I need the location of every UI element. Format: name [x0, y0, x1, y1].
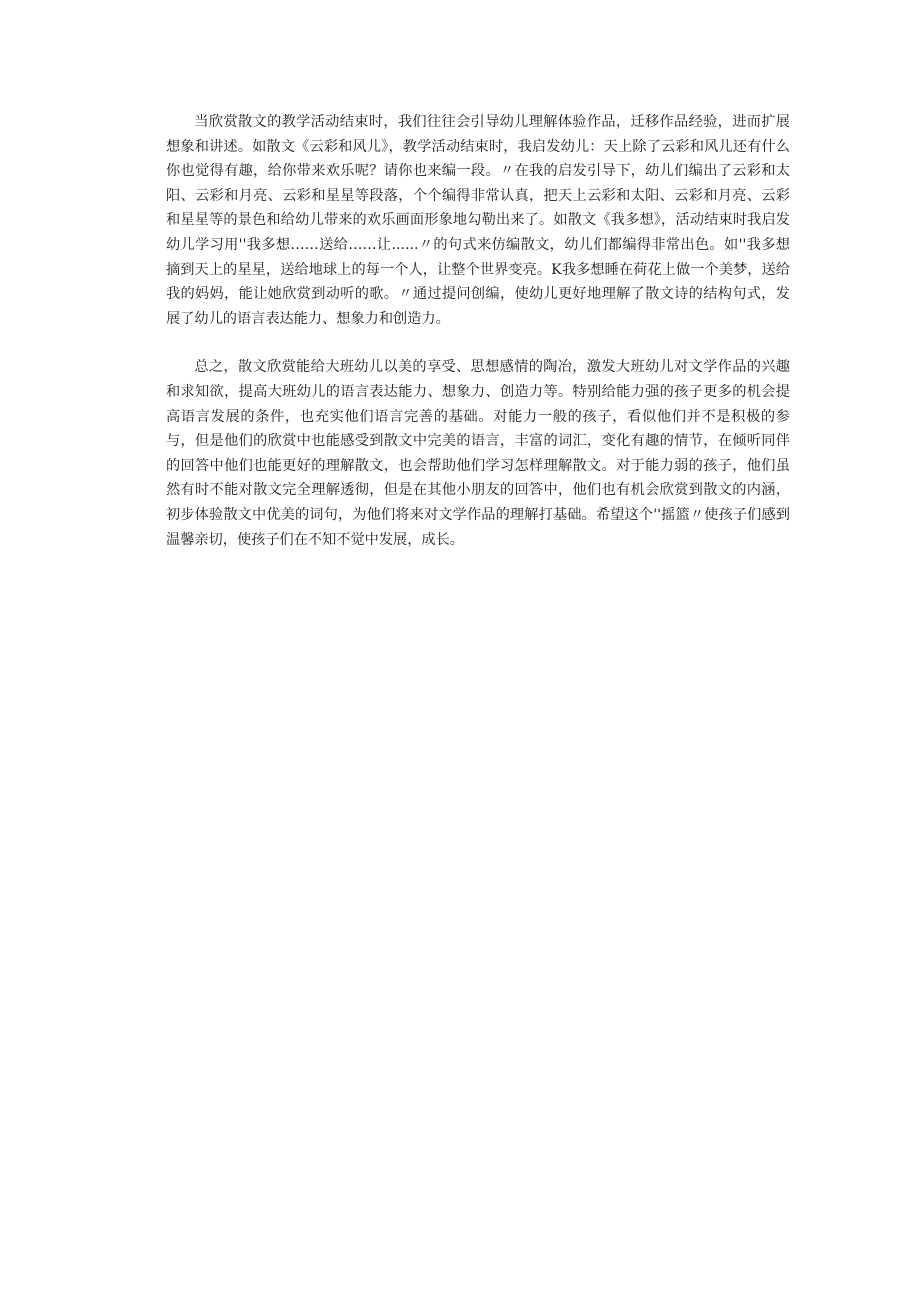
- paragraph-prose-retelling: 当欣赏散文的教学活动结束时，我们往往会引导幼儿理解体验作品，迁移作品经验，进而扩展想象和讲述。如散文《云彩和风儿》，教学活动结束时，我启发幼儿：天上除了云彩和风儿还有什么你也觉得有趣，给你带来欢乐呢？请你也来编一段。〃在我的启发引导下，幼儿们编出了云彩和太阳、云彩和月亮、云彩和星星等段落，个个编得非常认真，把天上云彩和太阳、云彩和月亮、云彩和星星等的景色和给幼儿带来的欢乐画面形象地勾勒出来了。如散文《我多想》，活动结束时我启发幼儿学习用''我多想……送给……让......〃的句式来仿编散文，幼儿们都编得非常出色。如''我多想摘到天上的星星，送给地球上的每一个人，让整个世界变亮。K我多想睡在荷花上做一个美梦，送给我的妈妈，能让她欣赏到动听的歌。〃通过提问创编，使幼儿更好地理解了散文诗的结构句式，发展了幼儿的语言表达能力、想象力和创造力。: [166, 114, 790, 327]
- paragraph-spacer: [166, 331, 790, 355]
- paragraph-conclusion: 总之，散文欣赏能给大班幼儿以美的享受、思想感情的陶冶，激发大班幼儿对文学作品的兴趣和求知欲，提高大班幼儿的语言表达能力、想象力、创造力等。特别给能力强的孩子更多的机会提高语言发展的条件，也充实他们语言完善的基础。对能力一般的孩子，看似他们并不是积极的参与，但是他们的欣赏中也能感受到散文中完美的语言，丰富的词汇，变化有趣的情节，在倾听同伴的回答中他们也能更好的理解散文，也会帮助他们学习怎样理解散文。对于能力弱的孩子，他们虽然有时不能对散文完全理解透彻，但是在其他小朋友的回答中，他们也有机会欣赏到散文的内涵，初步体验散文中优美的词句，为他们将来对文学作品的理解打基础。希望这个''摇篮〃使孩子们感到温馨亲切，使孩子们在不知不觉中发展，成长。: [166, 359, 790, 548]
- document-body: [166, 110, 790, 552]
